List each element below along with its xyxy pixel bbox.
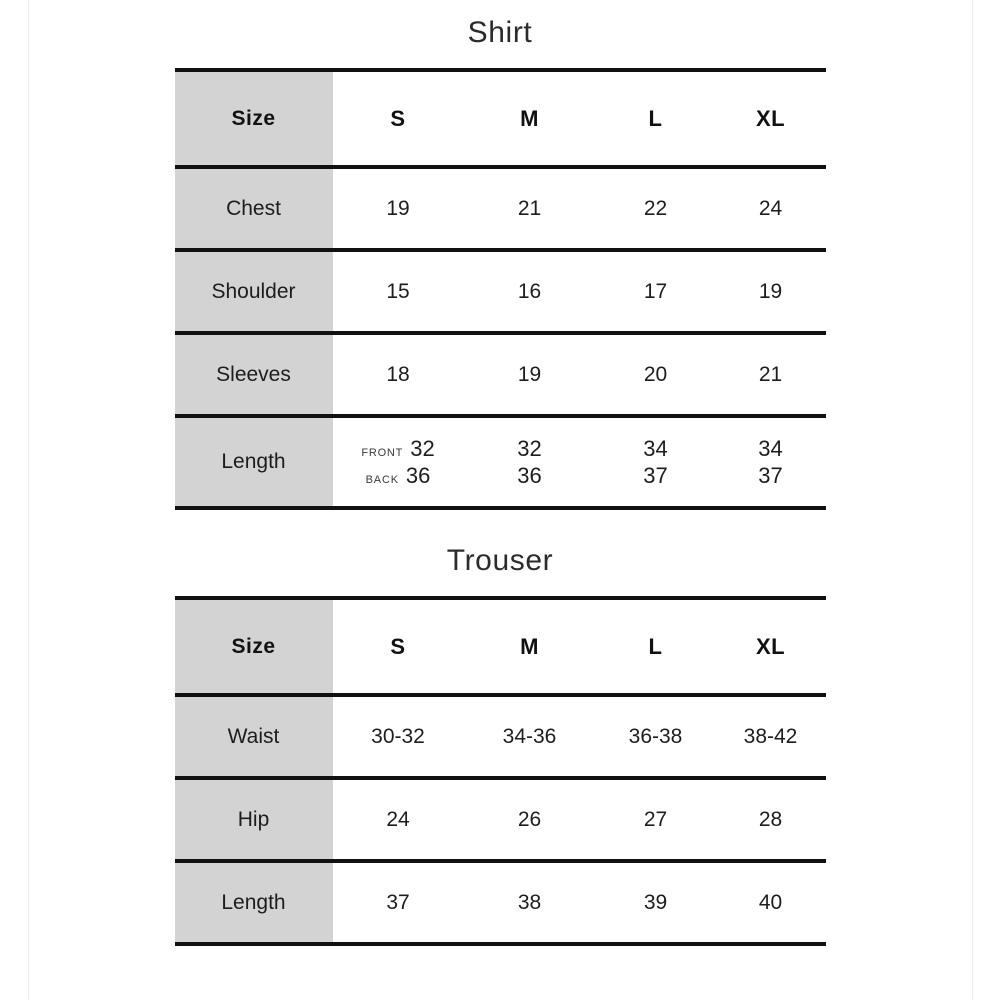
table-row	[175, 250, 826, 333]
cell-sleeves-s: 18	[333, 333, 464, 416]
size-table-shirt	[175, 68, 826, 510]
section-shirt	[0, 18, 1000, 510]
section-trouser	[0, 546, 1000, 946]
cell-length-xl	[716, 416, 826, 508]
length-back-value-xl: 37	[758, 462, 783, 488]
row-label-chest: Chest	[175, 167, 333, 250]
cell-length-l	[596, 416, 716, 508]
length-front-line-l	[643, 437, 667, 460]
length-front-value-xl: 34	[758, 436, 783, 462]
cell-length-m	[464, 416, 596, 508]
length-back-line-l	[643, 464, 667, 487]
table-header-row	[175, 70, 826, 167]
length-back-line-m	[517, 464, 541, 487]
length-front-line-m	[517, 437, 541, 460]
row-label-length: Length	[175, 416, 333, 508]
row-label-length: Length	[175, 861, 333, 944]
section-title-shirt: Shirt	[467, 16, 533, 49]
length-back-value-m: 36	[517, 462, 542, 488]
length-front-value-l: 34	[643, 436, 668, 462]
length-stack-l	[596, 437, 716, 486]
cell-shoulder-xl: 19	[716, 250, 826, 333]
cell-shoulder-l: 17	[596, 250, 716, 333]
cell-shoulder-s: 15	[333, 250, 464, 333]
length-back-value-l: 37	[643, 462, 668, 488]
column-header-xl: XL	[716, 598, 826, 695]
cell-sleeves-xl: 21	[716, 333, 826, 416]
column-header-size: Size	[175, 70, 333, 167]
length-back-value-s: 36	[405, 462, 431, 488]
column-header-m: M	[464, 70, 596, 167]
cell-trouser-length-l: 39	[596, 861, 716, 944]
table-row	[175, 861, 826, 944]
cell-waist-l: 36-38	[596, 695, 716, 778]
table-wrap-trouser	[175, 596, 826, 946]
table-row	[175, 695, 826, 778]
length-back-line-s	[366, 464, 431, 487]
cell-trouser-length-xl: 40	[716, 861, 826, 944]
cell-waist-xl: 38-42	[716, 695, 826, 778]
column-header-s: S	[333, 70, 464, 167]
table-wrap-shirt	[175, 68, 826, 510]
length-stack-m	[464, 437, 596, 486]
row-label-shoulder: Shoulder	[175, 250, 333, 333]
table-row	[175, 416, 826, 508]
column-header-l: L	[596, 598, 716, 695]
length-front-line-s	[361, 437, 434, 460]
table-header-row	[175, 598, 826, 695]
cell-chest-s: 19	[333, 167, 464, 250]
cell-shoulder-m: 16	[464, 250, 596, 333]
cell-sleeves-m: 19	[464, 333, 596, 416]
front-tag: FRONT	[361, 447, 404, 460]
length-stack-xl	[716, 437, 826, 486]
cell-trouser-length-m: 38	[464, 861, 596, 944]
cell-trouser-length-s: 37	[333, 861, 464, 944]
column-header-s: S	[333, 598, 464, 695]
length-front-value-m: 32	[517, 436, 542, 462]
cell-length-s	[333, 416, 464, 508]
cell-hip-xl: 28	[716, 778, 826, 861]
table-row	[175, 778, 826, 861]
cell-hip-l: 27	[596, 778, 716, 861]
length-back-line-xl	[758, 464, 782, 487]
length-front-value-s: 32	[410, 436, 435, 462]
cell-chest-m: 21	[464, 167, 596, 250]
table-row	[175, 333, 826, 416]
size-table-trouser	[175, 596, 826, 946]
column-header-size: Size	[175, 598, 333, 695]
cell-waist-s: 30-32	[333, 695, 464, 778]
cell-chest-l: 22	[596, 167, 716, 250]
cell-chest-xl: 24	[716, 167, 826, 250]
back-tag: BACK	[365, 473, 399, 486]
cell-sleeves-l: 20	[596, 333, 716, 416]
cell-hip-s: 24	[333, 778, 464, 861]
column-header-xl: XL	[716, 70, 826, 167]
section-title-trouser: Trouser	[446, 544, 554, 577]
row-label-waist: Waist	[175, 695, 333, 778]
column-header-l: L	[596, 70, 716, 167]
column-header-m: M	[464, 598, 596, 695]
row-label-sleeves: Sleeves	[175, 333, 333, 416]
length-front-line-xl	[758, 437, 782, 460]
length-stack-s	[333, 437, 464, 486]
row-label-hip: Hip	[175, 778, 333, 861]
table-row	[175, 167, 826, 250]
cell-waist-m: 34-36	[464, 695, 596, 778]
cell-hip-m: 26	[464, 778, 596, 861]
